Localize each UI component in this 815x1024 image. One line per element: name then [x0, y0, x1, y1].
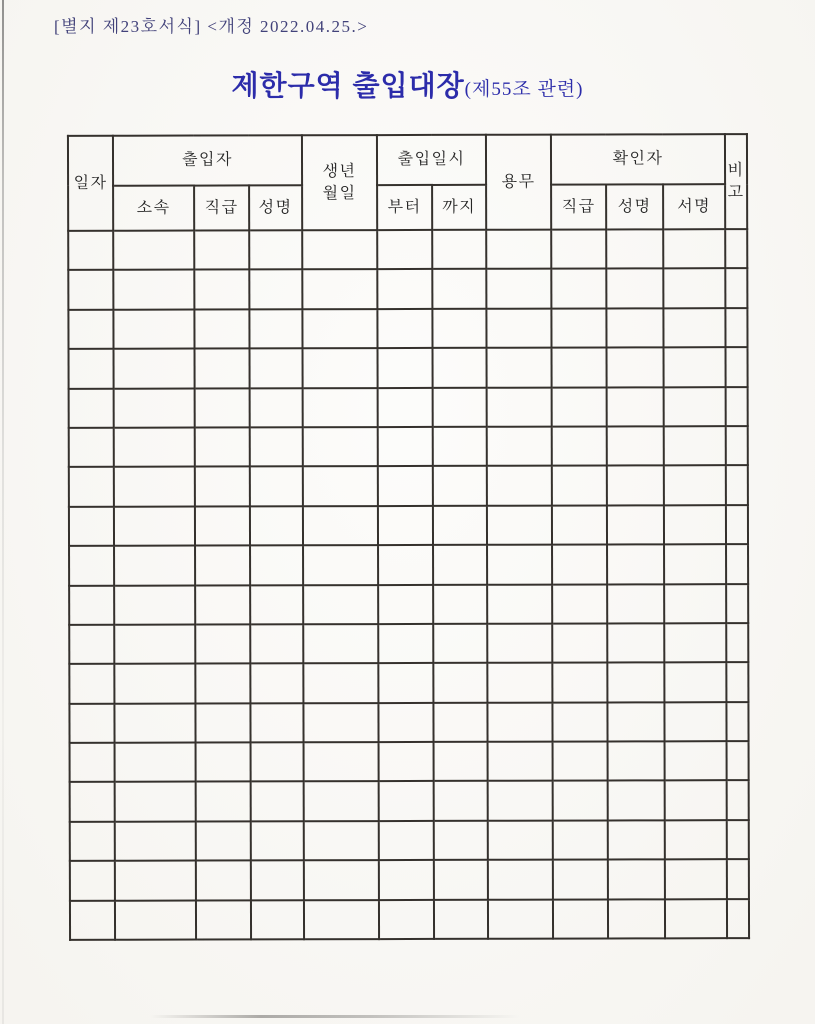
empty-cell	[195, 624, 250, 664]
empty-cell	[303, 585, 378, 625]
empty-cell	[251, 900, 304, 940]
empty-cell	[606, 229, 663, 269]
empty-cell	[486, 269, 551, 309]
empty-cell	[487, 584, 552, 624]
empty-cell	[552, 702, 607, 742]
empty-cell	[726, 505, 748, 544]
empty-cell	[250, 427, 303, 467]
header-verifier-name: 성명	[606, 184, 663, 229]
header-birth-date-line1: 생년	[322, 163, 357, 181]
empty-cell	[663, 269, 725, 309]
empty-cell	[726, 584, 748, 623]
empty-cell	[113, 309, 194, 349]
empty-cell	[195, 585, 250, 625]
empty-cell	[725, 269, 747, 308]
empty-cell	[664, 347, 726, 387]
empty-cell	[487, 427, 552, 467]
header-remarks-line1: 비	[727, 162, 745, 180]
empty-cell	[552, 545, 607, 585]
empty-cell	[665, 859, 727, 899]
empty-cell	[195, 467, 250, 507]
empty-cell	[553, 742, 608, 782]
table-row	[69, 505, 748, 546]
table-row	[70, 859, 749, 900]
empty-cell	[69, 546, 114, 586]
empty-cell	[114, 467, 195, 507]
empty-cell	[663, 308, 725, 348]
header-visitor-affiliation: 소속	[113, 186, 194, 231]
empty-cell	[379, 781, 434, 821]
table-row	[69, 465, 748, 506]
empty-cell	[434, 742, 488, 782]
empty-cell	[251, 821, 304, 861]
empty-cell	[377, 269, 432, 309]
empty-cell	[379, 860, 434, 900]
log-table-body	[68, 229, 749, 940]
empty-cell	[553, 781, 608, 821]
empty-cell	[727, 859, 749, 898]
empty-cell	[433, 506, 487, 546]
header-entry-time-group: 출입일시	[377, 135, 486, 185]
empty-cell	[114, 585, 195, 625]
empty-cell	[608, 899, 665, 939]
empty-cell	[114, 703, 195, 743]
header-visitor-rank: 직급	[194, 185, 249, 230]
header-visitor-name: 성명	[249, 185, 302, 230]
empty-cell	[302, 230, 377, 270]
empty-cell	[378, 584, 433, 624]
empty-cell	[196, 782, 251, 822]
empty-cell	[304, 742, 379, 782]
empty-cell	[725, 308, 747, 347]
empty-cell	[726, 662, 748, 701]
empty-cell	[114, 546, 195, 586]
empty-cell	[487, 466, 552, 506]
empty-cell	[664, 584, 726, 624]
empty-cell	[250, 545, 303, 585]
table-row	[68, 229, 747, 270]
empty-cell	[69, 349, 114, 389]
empty-cell	[304, 821, 379, 861]
empty-cell	[69, 664, 114, 704]
empty-cell	[70, 861, 115, 901]
access-log-table	[67, 133, 750, 941]
table-row	[69, 584, 748, 625]
empty-cell	[304, 782, 379, 822]
empty-cell	[250, 585, 303, 625]
empty-cell	[69, 625, 114, 665]
access-log-table-container	[67, 133, 750, 941]
empty-cell	[727, 820, 749, 859]
table-row	[68, 308, 747, 349]
empty-cell	[663, 229, 725, 269]
empty-cell	[378, 506, 433, 546]
empty-cell	[69, 428, 114, 468]
empty-cell	[607, 584, 664, 624]
empty-cell	[68, 270, 113, 310]
empty-cell	[433, 584, 487, 624]
empty-cell	[607, 466, 664, 506]
table-row	[68, 269, 747, 310]
empty-cell	[488, 742, 553, 782]
empty-cell	[303, 624, 378, 664]
empty-cell	[487, 387, 552, 427]
empty-cell	[553, 820, 608, 860]
table-row	[69, 426, 748, 467]
empty-cell	[487, 624, 552, 664]
empty-cell	[195, 349, 250, 389]
empty-cell	[432, 309, 486, 349]
empty-cell	[115, 900, 196, 940]
header-verifier-signature: 서명	[663, 184, 725, 229]
header-remarks-line2: 고	[727, 183, 745, 201]
empty-cell	[378, 663, 433, 703]
empty-cell	[553, 899, 608, 939]
empty-cell	[606, 269, 663, 309]
empty-cell	[196, 861, 251, 901]
empty-cell	[196, 900, 251, 940]
empty-cell	[607, 623, 664, 663]
empty-cell	[194, 230, 249, 270]
empty-cell	[250, 624, 303, 664]
empty-cell	[727, 741, 749, 780]
empty-cell	[488, 781, 553, 821]
empty-cell	[195, 388, 250, 428]
empty-cell	[251, 782, 304, 822]
empty-cell	[70, 822, 115, 862]
empty-cell	[194, 309, 249, 349]
empty-cell	[69, 388, 114, 428]
empty-cell	[726, 347, 748, 386]
empty-cell	[250, 467, 303, 507]
empty-cell	[249, 230, 302, 270]
empty-cell	[665, 781, 727, 821]
header-remarks	[725, 134, 747, 229]
empty-cell	[487, 348, 552, 388]
empty-cell	[488, 899, 553, 939]
empty-cell	[434, 899, 488, 939]
empty-cell	[608, 781, 665, 821]
empty-cell	[113, 231, 194, 271]
empty-cell	[607, 505, 664, 545]
empty-cell	[433, 663, 487, 703]
empty-cell	[726, 387, 748, 426]
table-row	[69, 387, 748, 428]
empty-cell	[487, 702, 552, 742]
empty-cell	[433, 624, 487, 664]
empty-cell	[552, 584, 607, 624]
empty-cell	[250, 664, 303, 704]
empty-cell	[664, 702, 726, 742]
empty-cell	[607, 544, 664, 584]
header-purpose: 용무	[486, 135, 551, 230]
table-row	[70, 781, 749, 822]
form-notation: [별지 제23호서식] <개정 2022.04.25.>	[54, 17, 369, 36]
empty-cell	[250, 388, 303, 428]
empty-cell	[70, 900, 115, 940]
header-visitor-group: 출입자	[113, 135, 302, 185]
empty-cell	[69, 585, 114, 625]
empty-cell	[552, 387, 607, 427]
empty-cell	[378, 427, 433, 467]
empty-cell	[432, 269, 486, 309]
empty-cell	[664, 544, 726, 584]
empty-cell	[433, 427, 487, 467]
table-row	[70, 820, 749, 861]
empty-cell	[378, 624, 433, 664]
empty-cell	[551, 229, 606, 269]
empty-cell	[607, 387, 664, 427]
empty-cell	[553, 860, 608, 900]
scan-bottom-edge-artifact	[150, 1015, 520, 1018]
empty-cell	[378, 703, 433, 743]
empty-cell	[725, 229, 747, 268]
empty-cell	[114, 428, 195, 468]
empty-cell	[379, 742, 434, 782]
empty-cell	[433, 466, 487, 506]
empty-cell	[115, 861, 196, 901]
empty-cell	[607, 426, 664, 466]
empty-cell	[251, 742, 304, 782]
empty-cell	[726, 465, 748, 504]
table-row	[69, 662, 748, 703]
empty-cell	[487, 505, 552, 545]
empty-cell	[115, 821, 196, 861]
header-birth-date-line2: 월일	[322, 184, 357, 202]
empty-cell	[552, 663, 607, 703]
empty-cell	[664, 387, 726, 427]
empty-cell	[70, 743, 115, 783]
empty-cell	[433, 702, 487, 742]
empty-cell	[432, 230, 486, 270]
header-verifier-rank: 직급	[551, 184, 606, 229]
header-birth-date	[302, 135, 377, 230]
empty-cell	[486, 308, 551, 348]
empty-cell	[608, 741, 665, 781]
empty-cell	[726, 544, 748, 583]
table-row	[69, 702, 748, 743]
empty-cell	[303, 348, 378, 388]
empty-cell	[68, 310, 113, 350]
empty-cell	[195, 506, 250, 546]
empty-cell	[195, 664, 250, 704]
empty-cell	[551, 308, 606, 348]
empty-cell	[302, 309, 377, 349]
empty-cell	[664, 505, 726, 545]
empty-cell	[664, 623, 726, 663]
empty-cell	[378, 387, 433, 427]
empty-cell	[114, 349, 195, 389]
empty-cell	[552, 623, 607, 663]
empty-cell	[68, 231, 113, 271]
empty-cell	[114, 624, 195, 664]
empty-cell	[664, 466, 726, 506]
empty-cell	[196, 821, 251, 861]
empty-cell	[606, 308, 663, 348]
empty-cell	[250, 506, 303, 546]
empty-cell	[434, 821, 488, 861]
empty-cell	[194, 270, 249, 310]
empty-cell	[249, 270, 302, 310]
empty-cell	[726, 702, 748, 741]
empty-cell	[552, 348, 607, 388]
empty-cell	[608, 820, 665, 860]
empty-cell	[303, 703, 378, 743]
empty-cell	[486, 230, 551, 270]
page-title-suffix: (제55조 관련)	[464, 79, 584, 100]
empty-cell	[378, 545, 433, 585]
empty-cell	[607, 348, 664, 388]
empty-cell	[303, 506, 378, 546]
empty-cell	[608, 860, 665, 900]
empty-cell	[433, 545, 487, 585]
table-row	[70, 741, 749, 782]
empty-cell	[552, 426, 607, 466]
empty-cell	[434, 781, 488, 821]
empty-cell	[665, 899, 727, 939]
empty-cell	[488, 860, 553, 900]
empty-cell	[665, 820, 727, 860]
empty-cell	[433, 387, 487, 427]
empty-cell	[303, 545, 378, 585]
empty-cell	[487, 545, 552, 585]
empty-cell	[304, 900, 379, 940]
empty-cell	[726, 426, 748, 465]
empty-cell	[377, 309, 432, 349]
empty-cell	[70, 782, 115, 822]
empty-cell	[488, 820, 553, 860]
empty-cell	[115, 743, 196, 783]
scan-left-edge-artifact	[2, 0, 4, 1024]
empty-cell	[251, 861, 304, 901]
empty-cell	[727, 781, 749, 820]
empty-cell	[433, 348, 487, 388]
empty-cell	[552, 505, 607, 545]
empty-cell	[303, 388, 378, 428]
table-row	[69, 347, 748, 388]
empty-cell	[250, 703, 303, 743]
empty-cell	[379, 821, 434, 861]
page-title-main: 제한구역 출입대장	[231, 70, 465, 101]
empty-cell	[607, 663, 664, 703]
empty-cell	[195, 703, 250, 743]
empty-cell	[665, 741, 727, 781]
empty-cell	[303, 427, 378, 467]
empty-cell	[195, 546, 250, 586]
empty-cell	[195, 427, 250, 467]
empty-cell	[115, 782, 196, 822]
empty-cell	[69, 703, 114, 743]
empty-cell	[196, 742, 251, 782]
page-title	[0, 64, 815, 104]
empty-cell	[303, 663, 378, 703]
empty-cell	[249, 309, 302, 349]
empty-cell	[727, 899, 749, 938]
log-table-header	[68, 134, 747, 231]
empty-cell	[113, 270, 194, 310]
header-date: 일자	[68, 136, 113, 231]
empty-cell	[114, 388, 195, 428]
empty-cell	[302, 269, 377, 309]
empty-cell	[607, 702, 664, 742]
empty-cell	[114, 664, 195, 704]
empty-cell	[378, 348, 433, 388]
empty-cell	[303, 466, 378, 506]
empty-cell	[69, 467, 114, 507]
empty-cell	[378, 466, 433, 506]
table-row	[69, 544, 748, 585]
empty-cell	[487, 663, 552, 703]
table-row	[69, 623, 748, 664]
header-entry-to: 까지	[432, 185, 486, 230]
empty-cell	[664, 662, 726, 702]
empty-cell	[552, 466, 607, 506]
empty-cell	[250, 348, 303, 388]
empty-cell	[434, 860, 488, 900]
empty-cell	[726, 623, 748, 662]
empty-cell	[664, 426, 726, 466]
empty-cell	[304, 860, 379, 900]
empty-cell	[379, 900, 434, 940]
empty-cell	[377, 230, 432, 270]
empty-cell	[69, 507, 114, 547]
table-row	[70, 899, 749, 940]
header-entry-from: 부터	[377, 185, 432, 230]
header-verifier-group: 확인자	[551, 134, 725, 184]
empty-cell	[114, 506, 195, 546]
empty-cell	[551, 269, 606, 309]
